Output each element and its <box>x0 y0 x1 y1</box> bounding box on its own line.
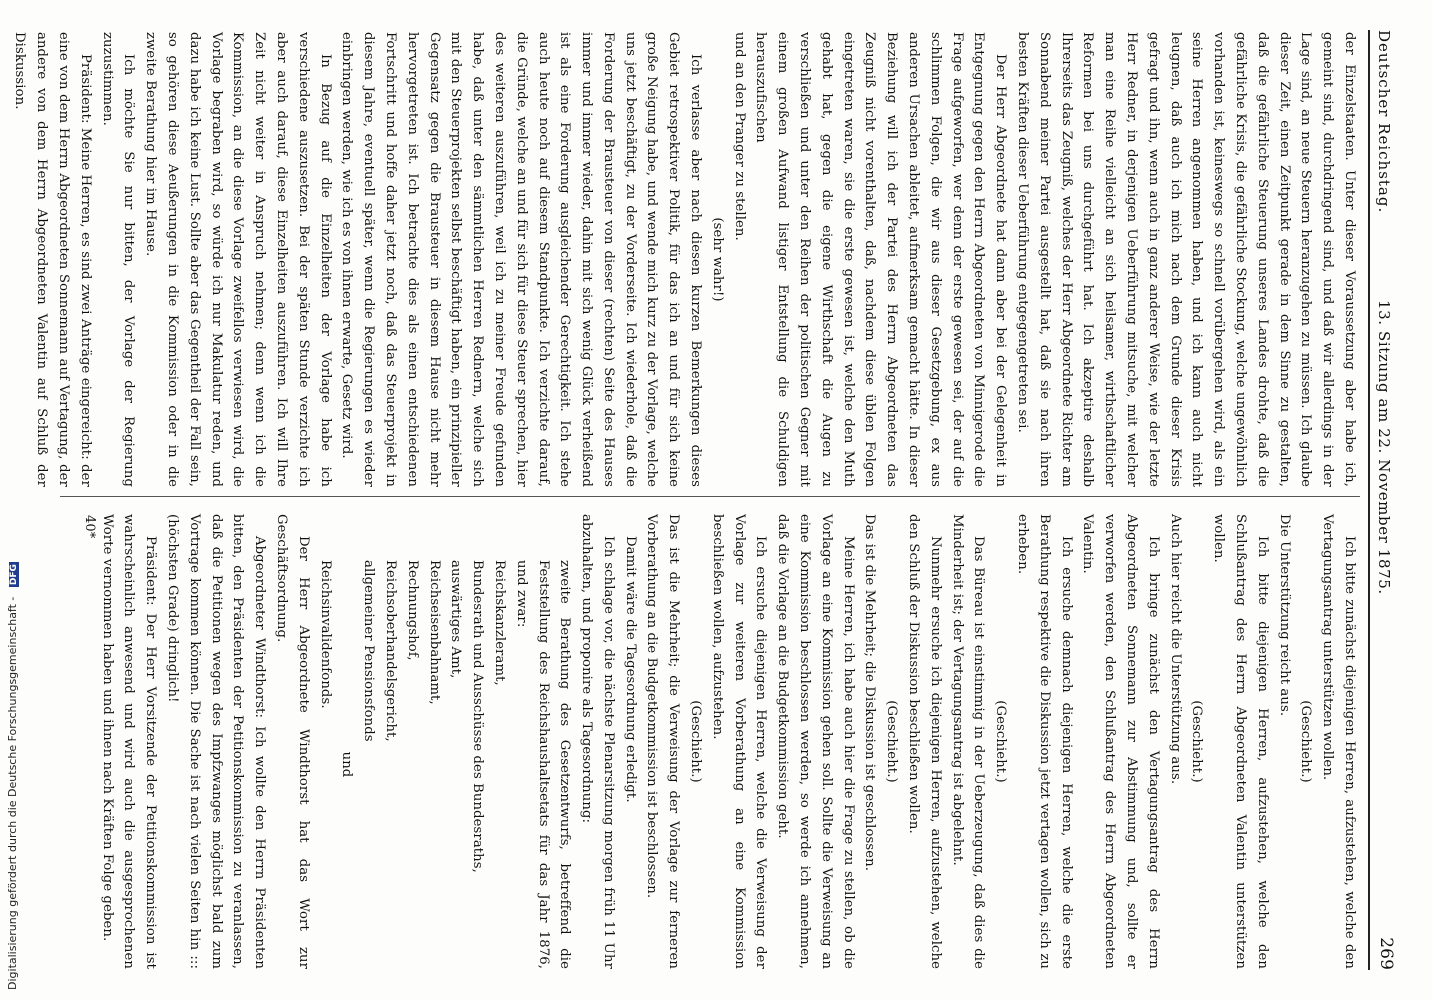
header-session: 13. Sitzung am 22. November 1875. <box>1375 300 1393 595</box>
list-item: Bundesrath und Ausschüsse des Bundesraths, <box>470 560 486 873</box>
paragraph: Ich bringe zunächst den Vertagungsantrag des Herrn Abgeordneten Sonnemann zur Abstimmung und, sollte er verworfen werden, den Schlußantrag des Herrn Abgeordneten Valentin. <box>1080 514 1161 969</box>
signature-mark: 40* <box>82 515 97 539</box>
paragraph: Ich möchte Sie nur bitten, der Vorlage der Regierung zuzustimmen. <box>99 32 137 487</box>
list-item: Reichseisenbahnamt, <box>426 560 442 705</box>
list-item: Rechnungshof, <box>404 560 420 661</box>
interjection: (Geschieht.) <box>688 700 704 783</box>
list-item: Reichsinvalidenfonds. <box>317 560 333 709</box>
page-number: 269 <box>1376 937 1396 970</box>
list-item: Reichskanzleramt, <box>491 560 507 686</box>
paragraph: Auch hier reicht die Unterstützung aus. <box>1167 514 1183 785</box>
list-item: Reichsoberhandelsgericht, <box>382 560 398 742</box>
paragraph: Die Unterstützung reicht aus. <box>1276 514 1292 717</box>
digitization-note <box>6 562 19 990</box>
interjection: (Geschieht.) <box>884 700 900 783</box>
paragraph: Ich ersuche demnach diejenigen Herren, welche die erste Berathung respektive die Diskussion jetzt vertagen wollen, sich zu erheben. <box>1015 514 1074 969</box>
dfg-logo: DFG <box>9 564 19 586</box>
paragraph: Präsident: Der Herr Vorsitzende der Petitionskommission ist wahrscheinlich anwesend und wird auch die ausgesprochenen Worte vernommen haben und ihnen nach Kräften Folge geben. <box>99 514 159 969</box>
paragraph: und an den Pranger zu stellen. <box>731 32 747 241</box>
left-column <box>9 32 1360 487</box>
running-header <box>1368 30 1396 970</box>
paragraph: Ich schlage vor, die nächste Plenarsitzung morgen früh 11 Uhr abzuhalten, und proponire als Tagesordnung: <box>579 514 616 969</box>
paragraph: Abgeordneter Windthorst: Ich wollte den Herrn Präsidenten bitten, den Präsidenten der Petitionskommission zu veranlassen, daß die Petitionen wegen des Impfzwanges möglichst bald zum Vortrage kommen können. Die Sache ist nach vielen Seiten hin ::: (höchsten Grade) dringlich! <box>164 514 268 969</box>
list-item: und <box>339 751 355 778</box>
paragraph: Nunmehr ersuche ich diejenigen Herren, aufzustehen, welche den Schluß der Diskussion beschließen wollen. <box>906 514 943 969</box>
interjection: (Geschieht.) <box>993 700 1009 783</box>
list-item: zweite Berathung des Gesetzentwurfs, betreffend die Feststellung des Reichshaushaltsetats für das Jahr 1876, und zwar: <box>513 560 573 969</box>
paragraph: Ich ersuche diejenigen Herren, welche die Verweisung der Vorlage zur weiteren Vorberathung an eine Kommission beschließen wollen, aufzustehen. <box>709 514 769 969</box>
paragraph: Ich verlasse aber nach diesen kurzen Bemerkungen dieses Gebiet retrospektiver Politik, für das ich an und für sich keine große Neigung habe, und wende mich kurz zu der Vorlage, welche uns jetzt beschäftigt, zu der Vorderseite. Ich wiederhole, daß die Forderung der Brausteuer von dieser (rechten) Seite des Hauses immer und immer wieder, dahin mit sich wenig Glück verheißend ist als eine Forderung ausgleichender Gerechtigkeit. Ich stehe auch heute noch auf diesem Standpunkte. Ich verzichte darauf, die Gründe, welche an und für sich für diese Steuer sprechen, hier des weiteren auszuführen, weil ich zu meiner Freude gefunden habe, daß unter den sämmtlichen Herren Rednern, welche sich mit den Steuerprojekten selbst beschäftigt haben, ein prinzipieller Gegensatz gegen die Brausteuer in diesem Hause nicht mehr hervorgetreten ist. Ich betrachte dies als einen entschiedenen Fortschritt und hoffe daher jetzt noch, daß das Steuerprojekt in diesem Jahre, eventuell später, wenn die Regierungen es wieder einbringen werden, wie ich es von ihnen erwarte, Gesetz wird. <box>339 32 704 487</box>
paragraph: Das ist die Mehrheit; die Verweisung der Vorlage zur ferneren Vorberathung an die Budgetkommission ist beschlossen. <box>644 514 682 969</box>
paragraph: der Einzelstaaten. Unter dieser Voraussetzung aber habe ich, gemeint sind, durchdringend sind, und daß wir allerdings in der Lage sind, an neue Steuern heranzugehen zu müssen. Ich glaube dieser Zeit, einen Zeitpunkt gerade in dem Sinne zu gestalten, daß die gefährliche Steuerung unseres Landes drohte, daß die gefährliche Krisis, die gefährliche Stockung, welche ungewöhnlich vorhanden ist, keineswegs so schnell vorübergehen wird, als ein seine Herren angenommen haben, und ich kann auch nicht leugnen, daß auch ich mich nach dem Grunde dieser Krisis gefragt und ihn, wenn auch in ganz anderer Weise, wie der letzte Herr Redner, in derjenigen Ueberführung mitsuche, mit welcher man eine Reihe vielleicht an sich heilsamer, wirthschaftlicher Reformen bei uns durchgeführt hat. Ich akzeptire deshalb Ihrerseits das Zeugniß, welches der Herr Abgeordnete Richter am Sonnabend meiner Partei ausgestellt hat, daß sie nach ihren besten Kräften dieser Ueberführung entgegengetreten sei. <box>1015 32 1357 487</box>
paragraph: Ich bitte diejenigen Herren, aufzustehen, welche den Schlußantrag des Herrn Abgeordneten Valentin unterstützen wollen. <box>1211 514 1270 969</box>
header-title: Deutscher Reichstag. <box>1375 30 1393 214</box>
paragraph: Damit wäre die Tagesordnung erledigt. <box>622 536 638 803</box>
paragraph: Das Büreau ist einstimmig in der Ueberzeugung, daß dies die Minderheit ist; der Vertagungsantrag ist abgelehnt. <box>949 514 987 969</box>
paragraph: Das ist die Mehrheit; die Diskussion ist geschlossen. <box>862 514 878 872</box>
agenda-list <box>314 514 576 969</box>
interjection: (Geschieht.) <box>1189 700 1205 783</box>
paragraph: Meine Herren, ich habe auch hier die Frage zu stellen, ob die Vorlage an eine Kommission gehen soll. Sollte die Verweisung an eine Kommission beschlossen werden, so werde ich annehmen, daß die Vorlage an die Budgetkommission geht. <box>775 514 856 969</box>
paragraph: Der Herr Abgeordnete Windthorst hat das Wort zur Geschäftsordnung. <box>273 514 311 969</box>
column-divider <box>60 496 1360 497</box>
paragraph: In Bezug auf die Einzelheiten der Vorlage habe ich verschiedene auszusetzen. Bei der späten Stunde verzichte ich aber auch darauf, diese Einzelheiten auszuführen. Ich will Ihre Zeit nicht weiter in Anspruch nehmen; denn wenn ich die Kommission, an die diese Vorlage zweifellos verwiesen wird, die Vorlage begraben wird, so würde ich nur Makulatur reden, und dazu habe ich keine Lust. Sollte aber das Gegentheil der Fall sein, so gehören diese Aeußerungen in die Kommission oder in die zweite Berathung hier im Hause. <box>143 32 333 487</box>
list-item: auswärtiges Amt, <box>448 560 464 679</box>
digitization-text: Digitalisierung gefördert durch die Deutsche Forschungsgemeinschaft - <box>6 596 19 990</box>
paragraph: Ich bitte zunächst diejenigen Herren, aufzustehen, welche den Vertagungsantrag unterstützen wollen. <box>1320 514 1357 969</box>
interjection: (sehr wahr!) <box>709 217 725 302</box>
paragraph: Präsident: Meine Herren, es sind zwei Anträge eingereicht: der eine von dem Herrn Abgeordneten Sonnemann auf Vertagung, der andere von dem Herrn Abgeordneten Valentin auf Schluß der Diskussion. <box>12 32 93 487</box>
list-item: allgemeiner Pensionsfonds <box>361 560 377 742</box>
right-column <box>96 514 1360 969</box>
paragraph: Der Herr Abgeordnete hat dann aber bei der Gelegenheit in Entgegnung gegen den Herrn Abgeordneten von Minnigerode die Frage aufgeworfen, wer denn der erste gewesen sei, der auf die schlimmen Folgen, die wir aus dieser Gesetzgebung, ex aus anderen Ursachen ableitet, aufmerksam gemacht hätte. In dieser Beziehung will ich der Partei des Herrn Abgeordneten das Zeugniß nicht vorenthalten, daß, nachdem diese üblen Folgen eingetreten waren, sie die erste gewesen ist, welche den Muth gehabt hat, gegen die eigene Wirthschaft die Augen zu verschließen und unter den Reihen der politischen Gegner mit einem großen Aufwand listiger Entstellung die Schuldigen herauszufischen <box>753 32 1009 487</box>
interjection: (Geschieht.) <box>1298 700 1314 783</box>
